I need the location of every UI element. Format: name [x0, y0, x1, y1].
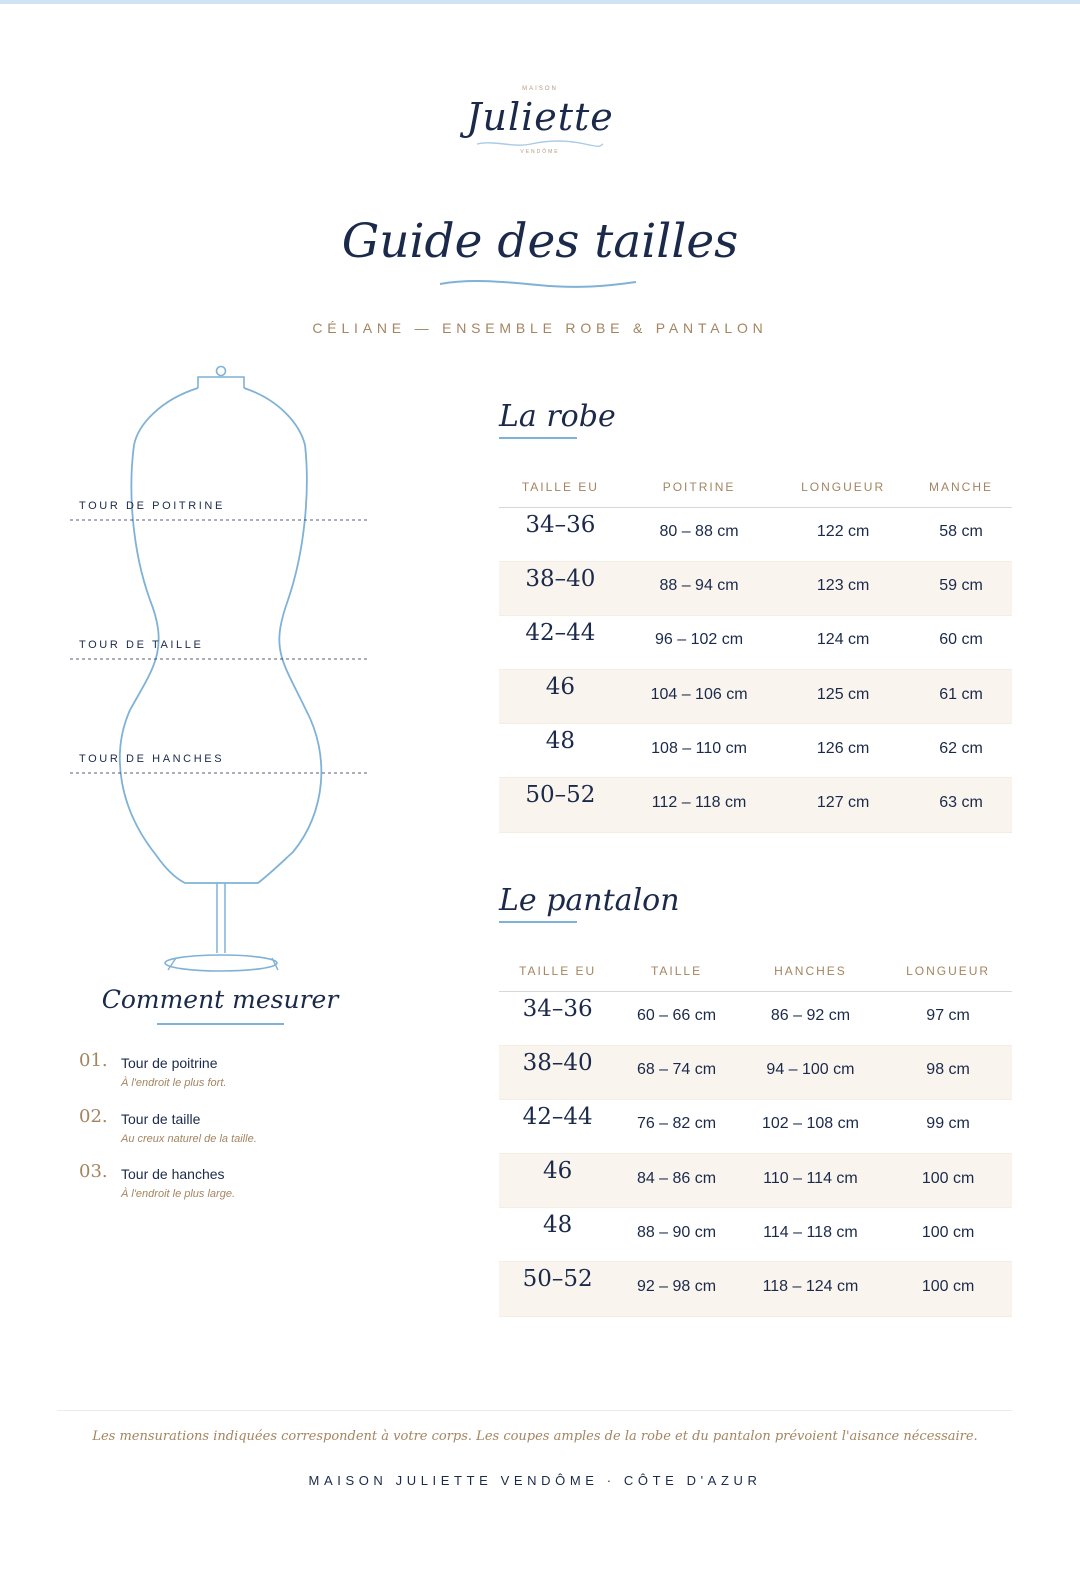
value-cell: 102 – 108 cm [737, 1099, 884, 1153]
size-cell: 46 [499, 670, 622, 724]
column-header: MANCHE [910, 477, 1012, 507]
label-tour-poitrine: TOUR DE POITRINE [79, 500, 225, 512]
size-cell: 50–52 [499, 1262, 616, 1316]
value-cell: 122 cm [776, 507, 910, 561]
column-header: LONGUEUR [776, 477, 910, 507]
size-cell: 46 [499, 1154, 616, 1208]
value-cell: 100 cm [884, 1208, 1012, 1262]
footer-note: Les mensurations indiquées correspondent à votre corps. Les coupes amples de la robe et du pantalon prévoient l'aisance nécessaire. [92, 1429, 978, 1444]
how-to-measure-title: Comment mesurer [101, 985, 339, 1014]
step-number: 01. [79, 1050, 108, 1071]
value-cell: 100 cm [884, 1154, 1012, 1208]
step-number: 02. [79, 1106, 108, 1127]
value-cell: 68 – 74 cm [616, 1045, 736, 1099]
value-cell: 99 cm [884, 1099, 1012, 1153]
value-cell: 114 – 118 cm [737, 1208, 884, 1262]
logo-top-text: MAISON [522, 86, 558, 92]
table-row [499, 1208, 1012, 1262]
pantalon-title: Le pantalon [499, 883, 680, 918]
size-cell: 38–40 [499, 1045, 616, 1099]
step-label: Tour de poitrine [121, 1055, 218, 1071]
size-cell: 42–44 [499, 1099, 616, 1153]
value-cell: 84 – 86 cm [616, 1154, 736, 1208]
footer-divider [57, 1410, 1012, 1411]
page-title: Guide des tailles [341, 214, 739, 269]
title-wave-icon [438, 278, 638, 290]
column-header: TAILLE [616, 961, 736, 991]
size-cell: 48 [499, 1208, 616, 1262]
step-label: Tour de taille [121, 1111, 201, 1127]
table-row [499, 1262, 1012, 1316]
step-description: À l'endroit le plus large. [121, 1188, 235, 1200]
mannequin-illustration [60, 360, 380, 980]
value-cell: 63 cm [910, 778, 1012, 832]
size-cell: 34–36 [499, 507, 622, 561]
table-row [499, 991, 1012, 1045]
value-cell: 58 cm [910, 507, 1012, 561]
table-header-row [499, 961, 1012, 991]
pantalon-size-table [499, 961, 1012, 1317]
size-cell: 34–36 [499, 991, 616, 1045]
value-cell: 60 – 66 cm [616, 991, 736, 1045]
table-row [499, 561, 1012, 615]
size-cell: 50–52 [499, 778, 622, 832]
column-header: TAILLE EU [499, 961, 616, 991]
robe-title-underline [499, 437, 577, 439]
table-row [499, 724, 1012, 778]
value-cell: 108 – 110 cm [622, 724, 776, 778]
column-header: TAILLE EU [499, 477, 622, 507]
value-cell: 88 – 90 cm [616, 1208, 736, 1262]
column-header: LONGUEUR [884, 961, 1012, 991]
robe-section [499, 397, 1012, 833]
value-cell: 118 – 124 cm [737, 1262, 884, 1316]
footer-brand: MAISON JULIETTE VENDÔME · CÔTE D'AZUR [308, 1473, 762, 1488]
size-cell: 38–40 [499, 561, 622, 615]
value-cell: 126 cm [776, 724, 910, 778]
value-cell: 60 cm [910, 615, 1012, 669]
value-cell: 92 – 98 cm [616, 1262, 736, 1316]
step-label: Tour de hanches [121, 1166, 225, 1182]
value-cell: 112 – 118 cm [622, 778, 776, 832]
value-cell: 98 cm [884, 1045, 1012, 1099]
robe-size-table [499, 477, 1012, 833]
pantalon-section [499, 881, 1012, 1317]
step-description: Au creux naturel de la taille. [121, 1133, 257, 1145]
table-row [499, 615, 1012, 669]
value-cell: 97 cm [884, 991, 1012, 1045]
label-tour-taille: TOUR DE TAILLE [79, 639, 204, 651]
table-row [499, 507, 1012, 561]
column-header: POITRINE [622, 477, 776, 507]
value-cell: 94 – 100 cm [737, 1045, 884, 1099]
value-cell: 62 cm [910, 724, 1012, 778]
table-row [499, 1045, 1012, 1099]
table-row [499, 778, 1012, 832]
column-header: HANCHES [737, 961, 884, 991]
label-tour-hanches: TOUR DE HANCHES [79, 753, 225, 765]
brand-logo [0, 86, 1080, 155]
value-cell: 86 – 92 cm [737, 991, 884, 1045]
value-cell: 100 cm [884, 1262, 1012, 1316]
value-cell: 61 cm [910, 670, 1012, 724]
value-cell: 110 – 114 cm [737, 1154, 884, 1208]
step-number: 03. [79, 1161, 108, 1182]
value-cell: 123 cm [776, 561, 910, 615]
size-cell: 48 [499, 724, 622, 778]
table-row [499, 670, 1012, 724]
value-cell: 104 – 106 cm [622, 670, 776, 724]
how-title-underline [157, 1023, 284, 1025]
robe-title: La robe [499, 399, 616, 434]
value-cell: 59 cm [910, 561, 1012, 615]
page-subtitle: CÉLIANE — ENSEMBLE ROBE & PANTALON [312, 320, 768, 336]
table-row [499, 1154, 1012, 1208]
value-cell: 96 – 102 cm [622, 615, 776, 669]
step-description: À l'endroit le plus fort. [121, 1077, 227, 1089]
value-cell: 76 – 82 cm [616, 1099, 736, 1153]
top-accent-bar [0, 0, 1080, 4]
table-row [499, 1099, 1012, 1153]
logo-wave-icon [475, 140, 605, 148]
size-cell: 42–44 [499, 615, 622, 669]
logo-bottom-text: VENDÔME [520, 149, 560, 155]
value-cell: 80 – 88 cm [622, 507, 776, 561]
value-cell: 88 – 94 cm [622, 561, 776, 615]
pantalon-title-underline [499, 921, 577, 923]
value-cell: 125 cm [776, 670, 910, 724]
value-cell: 127 cm [776, 778, 910, 832]
value-cell: 124 cm [776, 615, 910, 669]
table-header-row [499, 477, 1012, 507]
logo-name: Juliette [466, 95, 614, 139]
